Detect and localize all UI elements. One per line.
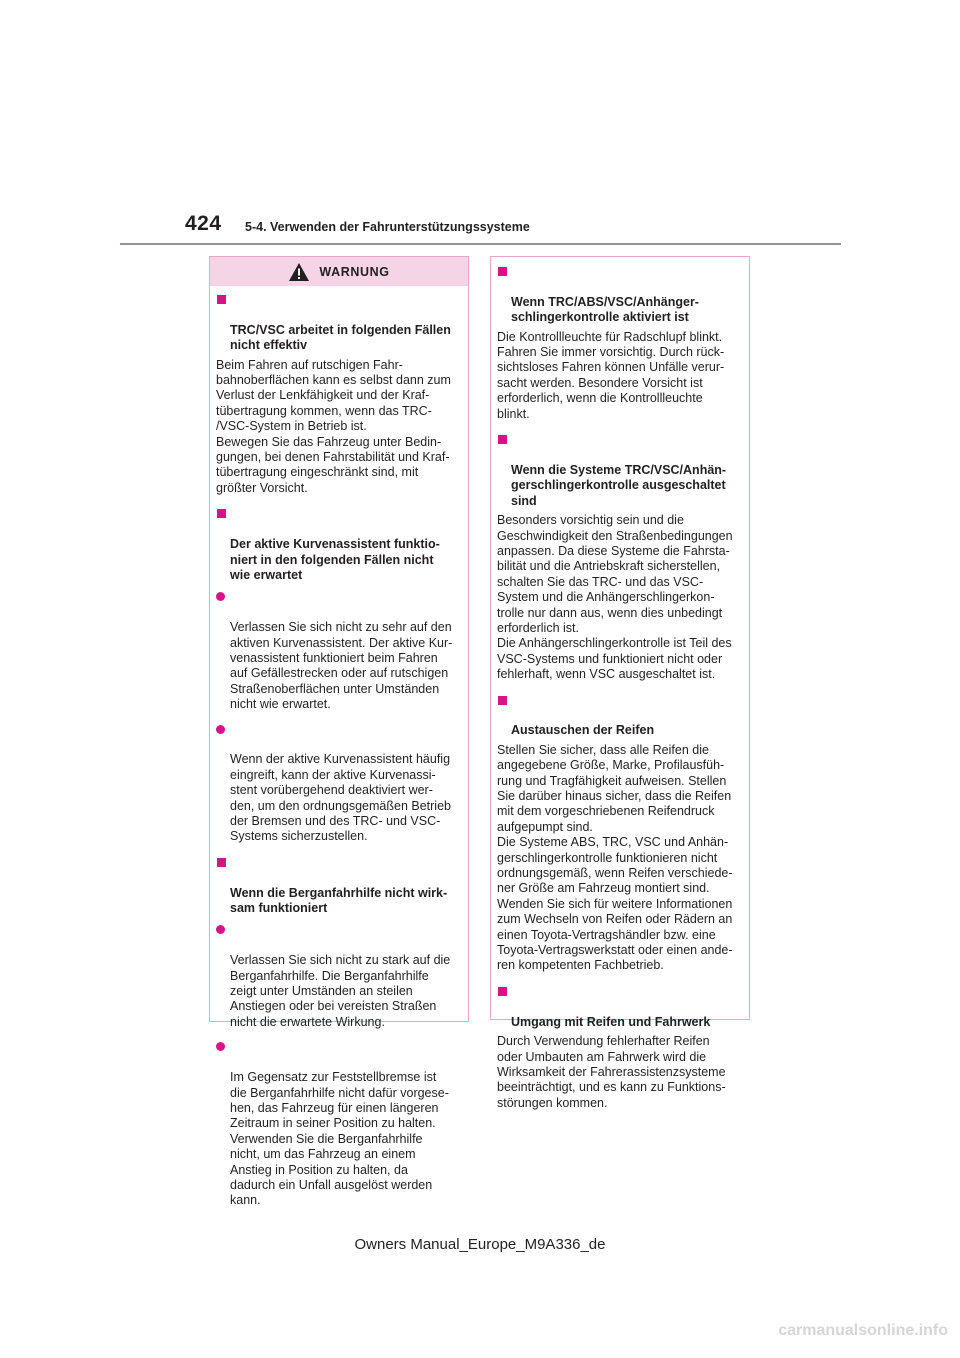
square-bullet-icon (498, 435, 507, 444)
list-item (216, 1039, 457, 1208)
section-heading (216, 855, 457, 917)
square-bullet-icon (498, 987, 507, 996)
section-text: Die Kontrollleuchte für Radschlupf blinkt. Fahren Sie immer vorsichtig. Durch rück- sichtsloses Fahren können Unfälle verur- sacht werden. Besondere Vorsicht ist erforderlich, wenn die Kontrollleuchte blinkt. (497, 329, 725, 421)
section-heading (216, 292, 457, 354)
square-bullet-icon (217, 509, 226, 518)
square-bullet-icon (498, 267, 507, 276)
heading-text: Wenn die Systeme TRC/VSC/Anhän- gerschlingerkontrolle ausgeschaltet sind (511, 462, 727, 508)
heading-text: Umgang mit Reifen und Fahrwerk (511, 1014, 711, 1029)
watermark[interactable]: carmanualsonline.info (778, 1322, 948, 1339)
square-bullet-icon (217, 858, 226, 867)
dot-bullet-icon (216, 592, 225, 601)
list-item-text: Wenn der aktive Kurvenassistent häufig eingreift, kann der aktive Kurvenassi- stent vorübergehend deaktiviert wer- den, um den ordnungsgemäßen Betrieb der Bremsen und des TRC- und VSC- Systems sicherzustellen. (230, 752, 451, 844)
section-heading (216, 506, 457, 583)
section-heading (497, 432, 738, 509)
section-text: Stellen Sie sicher, dass alle Reifen die angegebene Größe, Marke, Profilausfüh- rung und Tragfähigkeit aufweisen. Stellen Sie darüber hinaus sicher, dass die Reifen mit dem vorgeschriebenen Reifendruck aufgepumpt sind. Die Systeme ABS, TRC, VSC und Anhän- gerschlingerkontrolle funktionieren nicht ordnungsgemäß, wenn Reifen verschiede- ner Größe am Fahrzeug montiert sind. Wenden Sie sich für weitere Informationen zum Wechseln von Reifen oder Rädern an einen Toyota-Vertragshändler bzw. eine Toyota-Vertragswerkstatt oder einen ande- ren kompetenten Fachbetrieb. (497, 742, 733, 973)
warning-header (210, 257, 468, 286)
header-rule (120, 243, 841, 245)
warning-box (209, 256, 469, 1208)
dot-bullet-icon (216, 1042, 225, 1051)
dot-bullet-icon (216, 925, 225, 934)
heading-text: TRC/VSC arbeitet in folgenden Fällen nicht effektiv (230, 322, 451, 353)
square-bullet-icon (217, 295, 226, 304)
section-heading (497, 693, 738, 739)
warning-triangle-icon (288, 262, 310, 282)
list-item (216, 589, 457, 712)
section-heading (497, 984, 738, 1030)
warning-box-continued (490, 256, 750, 1110)
section-text: Beim Fahren auf rutschigen Fahr- bahnoberflächen kann es selbst dann zum Verlust der Lenkfähigkeit und der Kraf- tübertragung kommen, wenn das TRC- /VSC-System in Betrieb ist. Bewegen Sie das Fahrzeug unter Bedin- gungen, bei denen Fahrstabilität und Kraf- tübertragung eingeschränkt sind, mit größter Vorsicht. (216, 357, 451, 495)
page-number: 424 (185, 212, 222, 235)
square-bullet-icon (498, 696, 507, 705)
list-item-text: Im Gegensatz zur Feststellbremse ist die Berganfahrhilfe nicht dafür vorgese- hen, das Fahrzeug für einen längeren Zeitraum in seiner Position zu halten. Verwenden Sie die Berganfahrhilfe nicht, um das Fahrzeug an einem Anstieg in Position zu halten, da dadurch ein Unfall ausgelöst werden kann. (230, 1070, 449, 1208)
heading-text: Wenn TRC/ABS/VSC/Anhänger- schlingerkontrolle aktiviert ist (511, 294, 699, 325)
dot-bullet-icon (216, 725, 225, 734)
section-heading (497, 264, 738, 326)
list-item-text: Verlassen Sie sich nicht zu stark auf die Berganfahrhilfe. Die Berganfahrhilfe zeigt unter Umständen an steilen Anstiegen oder bei vereisten Straßen nicht die erwartete Wirkung. (230, 953, 451, 1029)
heading-text: Der aktive Kurvenassistent funktio- niert in den folgenden Fällen nicht wie erwartet (230, 537, 440, 582)
section-text: Durch Verwendung fehlerhafter Reifen oder Umbauten am Fahrwerk wird die Wirksamkeit der Fahrerassistenzsysteme beeinträchtigt, und es kann zu Funktions- störungen kommen. (497, 1034, 726, 1110)
section-text: Besonders vorsichtig sein und die Geschwindigkeit den Straßenbedingungen anpassen. Da diese Systeme die Fahrsta- bilität und die Antriebskraft sicherstellen, schalten Sie das TRC- und das VSC- System und die Anhängerschlingerkon- trolle nur dann aus, wenn dies unbedingt erforderlich ist. Die Anhängerschlingerkontrolle ist Teil des VSC-Systems und funktioniert nicht oder fehlerhaft, wenn VSC ausgeschaltet ist. (497, 513, 733, 682)
list-item (216, 922, 457, 1030)
list-item-text: Verlassen Sie sich nicht zu sehr auf den aktiven Kurvenassistent. Der aktive Kur- venassistent funktioniert beim Fahren auf Gefällestrecken oder auf rutschigen Straßenoberflächen unter Umständen nicht wie erwartet. (230, 620, 453, 712)
warning-label: WARNUNG (319, 264, 390, 279)
heading-text: Austauschen der Reifen (511, 723, 655, 738)
section-title: 5-4. Verwenden der Fahrunterstützungssysteme (245, 220, 530, 234)
footer-text: Owners Manual_Europe_M9A336_de (354, 1236, 606, 1253)
heading-text: Wenn die Berganfahrhilfe nicht wirk- sam funktioniert (230, 885, 448, 916)
list-item (216, 722, 457, 845)
